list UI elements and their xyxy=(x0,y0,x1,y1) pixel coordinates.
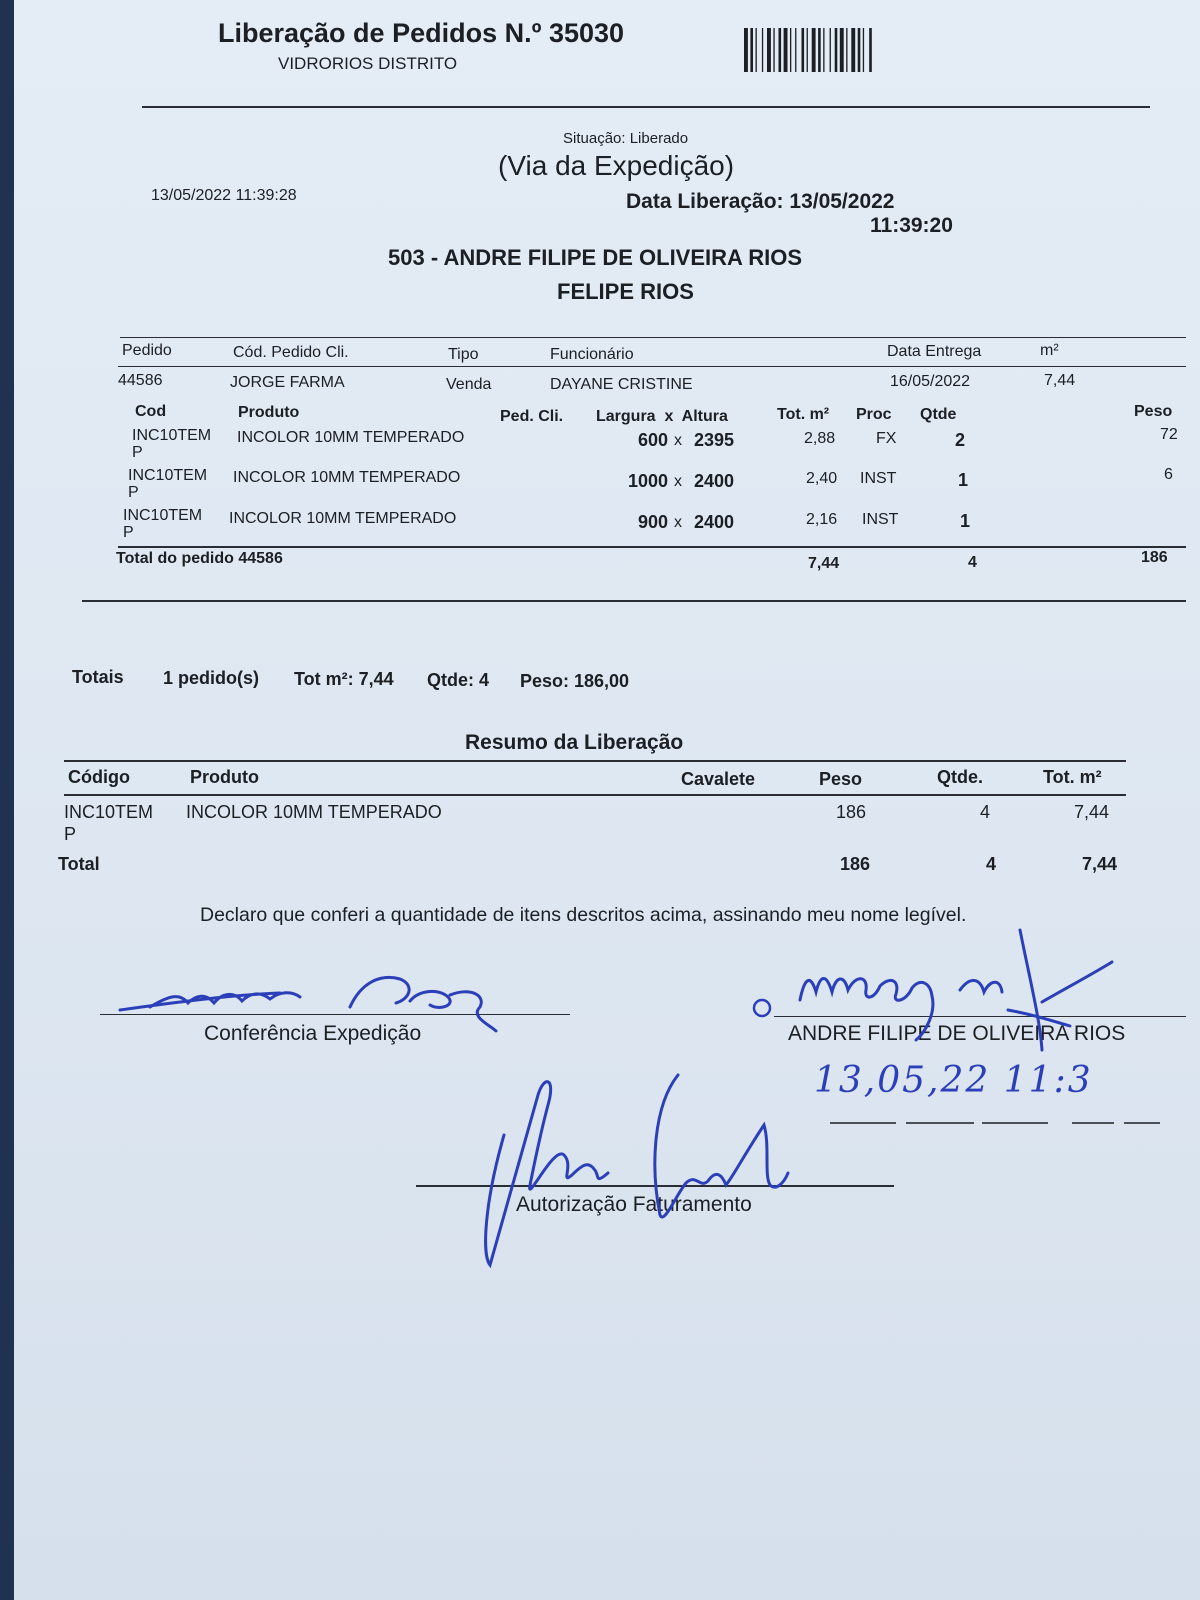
barcode-bar xyxy=(851,28,855,72)
barcode-bar xyxy=(846,28,847,72)
barcode-bar xyxy=(784,28,788,72)
item-qtde: 2 xyxy=(955,430,966,450)
item-cod: INC10TEM P xyxy=(123,507,203,541)
item-x: x xyxy=(674,432,682,449)
barcode-bar xyxy=(863,28,864,72)
item-qtde: 1 xyxy=(958,470,969,490)
item-header-dims: Largura x Altura xyxy=(596,408,728,425)
customer-short-name: FELIPE RIOS xyxy=(557,279,694,304)
item-header-qtde: Qtde xyxy=(920,406,957,423)
order-funcionario: DAYANE CRISTINE xyxy=(550,376,693,393)
order-bottom-rule xyxy=(82,600,1186,602)
item-header-cod: Cod xyxy=(135,403,167,420)
barcode-bar xyxy=(795,28,796,72)
release-date: Data Liberação: 13/05/2022 xyxy=(626,190,895,213)
summary-top-rule xyxy=(64,760,1126,762)
barcode-bar xyxy=(790,28,791,72)
item-header-tot-m2: Tot. m² xyxy=(777,406,830,423)
order-data-entrega: 16/05/2022 xyxy=(890,373,971,390)
item-tot-m2: 2,88 xyxy=(804,430,836,447)
customer-signature-name: ANDRE FILIPE DE OLIVEIRA RIOS xyxy=(788,1022,1126,1045)
item-produto: INCOLOR 10MM TEMPERADO xyxy=(233,469,461,486)
barcode-bar xyxy=(744,28,748,72)
item-peso: 6 xyxy=(1164,466,1173,483)
conference-label: Conferência Expedição xyxy=(204,1022,422,1045)
item-header-ped-cli: Ped. Cli. xyxy=(500,408,564,425)
order-header-funcionario: Funcionário xyxy=(550,346,634,363)
item-qtde: 1 xyxy=(960,511,971,531)
barcode-bar xyxy=(840,28,844,72)
order-total-rule xyxy=(118,546,1186,548)
customer-name: 503 - ANDRE FILIPE DE OLIVEIRA RIOS xyxy=(388,245,802,270)
authorization-label: Autorização Faturamento xyxy=(516,1193,752,1216)
date-underlines xyxy=(814,1115,1186,1131)
barcode-bar xyxy=(818,28,821,72)
barcode-bar xyxy=(858,28,861,72)
summary-total-label: Total xyxy=(58,854,100,874)
item-largura: 600 xyxy=(637,430,668,450)
summary-peso: 186 xyxy=(836,802,867,822)
summary-produto: INCOLOR 10MM TEMPERADO xyxy=(186,802,442,822)
order-total-label: Total do pedido 44586 xyxy=(116,550,283,567)
barcode-bar xyxy=(812,28,816,72)
barcode-bar xyxy=(869,28,872,72)
order-pedido: 44586 xyxy=(118,372,163,389)
header-divider xyxy=(142,106,1150,108)
totals-m2: Tot m²: 7,44 xyxy=(294,669,394,689)
barcode-bar xyxy=(750,28,753,72)
summary-header-qtde: Qtde. xyxy=(937,767,984,787)
order-header-m2: m² xyxy=(1040,342,1059,359)
barcode-bar xyxy=(773,28,774,72)
release-time: 11:39:20 xyxy=(870,214,953,237)
barcode-bar xyxy=(835,28,838,72)
order-total-qtde: 4 xyxy=(968,554,977,571)
item-produto: INCOLOR 10MM TEMPERADO xyxy=(229,510,457,527)
item-header-proc: Proc xyxy=(856,406,892,423)
item-proc: INST xyxy=(862,511,899,528)
barcode-bar xyxy=(762,28,763,72)
summary-header-peso: Peso xyxy=(819,769,863,789)
summary-header-tot-m2: Tot. m² xyxy=(1043,767,1102,787)
order-header-tipo: Tipo xyxy=(448,346,479,363)
summary-header-cavalete: Cavalete xyxy=(681,769,756,789)
order-header-pedido: Pedido xyxy=(122,342,172,359)
summary-total-qtde: 4 xyxy=(986,854,997,874)
conference-signature xyxy=(110,965,510,1040)
situation-label: Situação: Liberado xyxy=(563,130,689,147)
barcode-bar xyxy=(779,28,782,72)
item-cod: INC10TEM P xyxy=(128,467,208,501)
summary-tot-m2: 7,44 xyxy=(1074,802,1110,822)
item-tot-m2: 2,40 xyxy=(806,470,838,487)
item-altura: 2395 xyxy=(694,430,735,450)
handwritten-date: 13,05,22 11:3 xyxy=(814,1060,1093,1101)
order-total-m2: 7,44 xyxy=(808,555,840,572)
barcode-bar xyxy=(802,28,805,72)
summary-qtde: 4 xyxy=(980,802,991,822)
order-total-peso: 186 xyxy=(1141,549,1168,566)
authorization-signature xyxy=(464,1065,804,1275)
summary-header-rule xyxy=(64,794,1126,796)
barcode xyxy=(744,28,914,72)
barcode-bar xyxy=(756,28,757,72)
declaration-text: Declaro que conferi a quantidade de itens descritos acima, assinando meu nome legível. xyxy=(200,904,967,926)
item-proc: INST xyxy=(860,470,897,487)
item-largura: 900 xyxy=(637,512,668,532)
company-name: VIDRORIOS DISTRITO xyxy=(278,54,458,73)
totals-peso: Peso: 186,00 xyxy=(520,671,630,691)
summary-codigo: INC10TEM P xyxy=(64,802,154,844)
item-peso: 72 xyxy=(1160,426,1178,443)
item-x: x xyxy=(674,514,682,531)
item-proc: FX xyxy=(876,430,897,447)
item-altura: 2400 xyxy=(694,512,735,532)
item-x: x xyxy=(674,473,682,490)
totals-pedidos: 1 pedido(s) xyxy=(163,668,260,688)
summary-header-codigo: Código xyxy=(68,767,130,787)
summary-total-peso: 186 xyxy=(840,854,871,874)
item-header-peso: Peso xyxy=(1134,403,1173,420)
order-table-top-rule xyxy=(120,337,1186,338)
item-tot-m2: 2,16 xyxy=(806,511,838,528)
totals-qtde: Qtde: 4 xyxy=(427,670,490,690)
order-m2: 7,44 xyxy=(1044,372,1076,389)
summary-total-tot-m2: 7,44 xyxy=(1082,854,1118,874)
order-header-data-entrega: Data Entrega xyxy=(887,343,982,360)
order-cod-cli: JORGE FARMA xyxy=(230,374,345,391)
summary-title: Resumo da Liberação xyxy=(465,731,684,754)
barcode-bar xyxy=(823,28,824,72)
customer-signature xyxy=(740,920,1190,1060)
barcode-bar xyxy=(830,28,831,72)
document-title: Liberação de Pedidos N.º 35030 xyxy=(218,18,625,48)
order-header-rule xyxy=(118,366,1186,367)
barcode-bar xyxy=(767,28,771,72)
order-header-cod-cli: Cód. Pedido Cli. xyxy=(233,344,349,361)
item-cod: INC10TEM P xyxy=(132,427,212,461)
document-page xyxy=(14,0,1200,1600)
via-label: (Via da Expedição) xyxy=(498,150,735,181)
printed-timestamp: 13/05/2022 11:39:28 xyxy=(151,187,297,204)
summary-header-produto: Produto xyxy=(190,767,259,787)
item-produto: INCOLOR 10MM TEMPERADO xyxy=(237,429,465,446)
totals-label: Totais xyxy=(72,667,124,687)
order-tipo: Venda xyxy=(446,376,492,393)
barcode-bar xyxy=(807,28,808,72)
item-altura: 2400 xyxy=(694,471,735,491)
item-largura: 1000 xyxy=(627,471,668,491)
item-header-produto: Produto xyxy=(238,404,300,421)
